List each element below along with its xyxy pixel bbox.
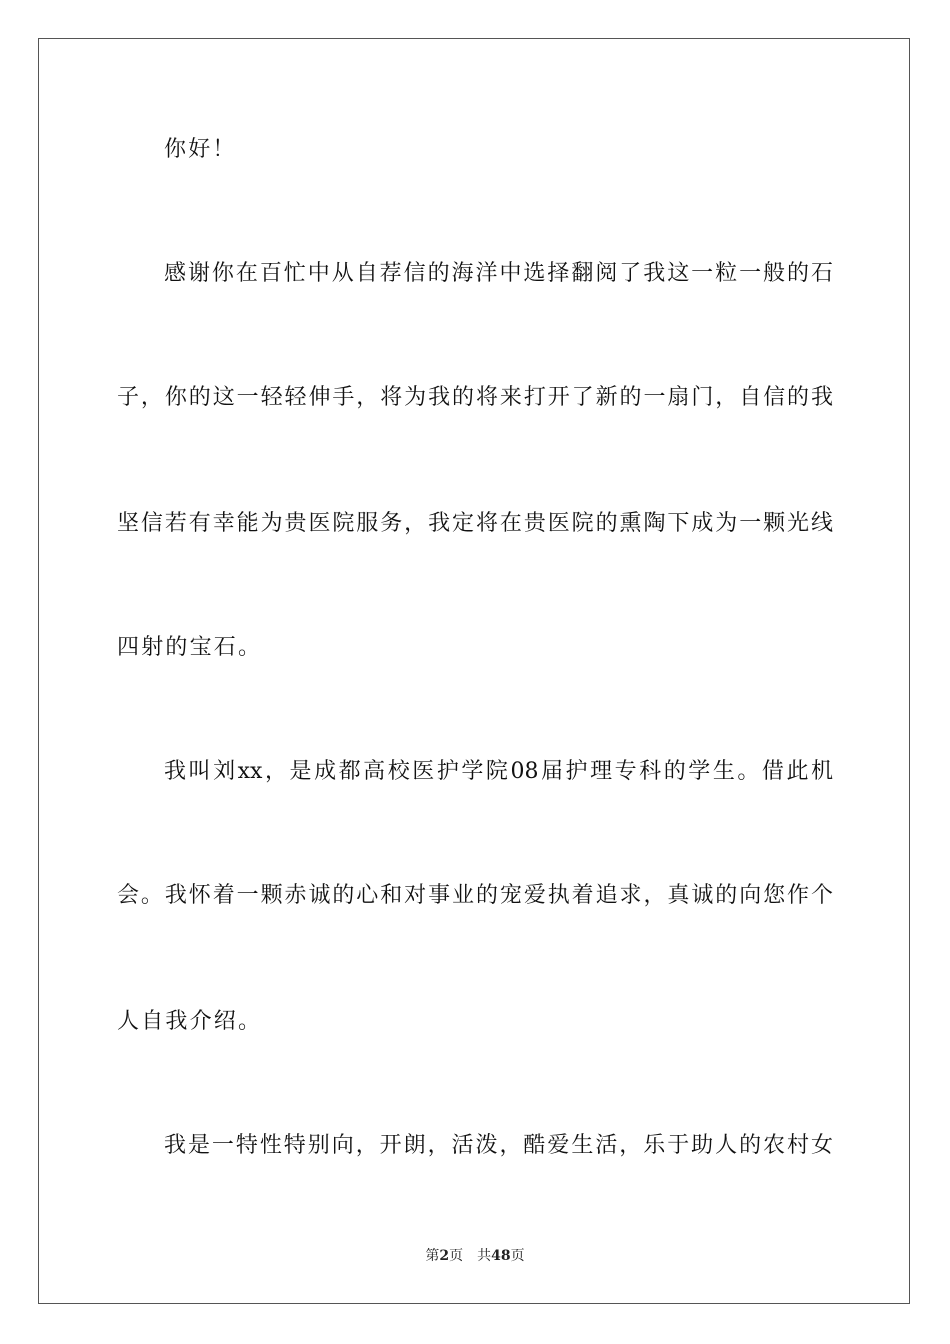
page-footer: [0, 1247, 950, 1265]
total-suffix: 页: [510, 1248, 525, 1264]
total-prefix: 共: [477, 1248, 492, 1264]
total-pages: 48: [491, 1248, 511, 1264]
greeting-line: 你好！: [164, 137, 237, 162]
page-border: [38, 38, 910, 1304]
paragraph-3-line-1: 我是一特性特别向，开朗，活泼，酷爱生活，乐于助人的农村女: [164, 1133, 833, 1158]
paragraph-2-line-3: 人自我介绍。: [117, 1009, 263, 1034]
paragraph-2-line-1: 我叫刘xx，是成都高校医护学院08届护理专科的学生。借此机: [164, 759, 833, 784]
page-suffix: 页: [449, 1248, 464, 1264]
paragraph-1-line-3: 坚信若有幸能为贵医院服务，我定将在贵医院的熏陶下成为一颗光线: [117, 511, 833, 536]
paragraph-1-line-2: 子，你的这一轻轻伸手，将为我的将来打开了新的一扇门，自信的我: [117, 385, 833, 410]
page-prefix: 第: [425, 1248, 440, 1264]
paragraph-2-line-2: 会。我怀着一颗赤诚的心和对事业的宠爱执着追求，真诚的向您作个: [117, 883, 833, 908]
page-number: 2: [439, 1248, 450, 1264]
paragraph-1-line-1: 感谢你在百忙中从自荐信的海洋中选择翻阅了我这一粒一般的石: [164, 261, 833, 286]
paragraph-1-line-4: 四射的宝石。: [117, 635, 263, 660]
